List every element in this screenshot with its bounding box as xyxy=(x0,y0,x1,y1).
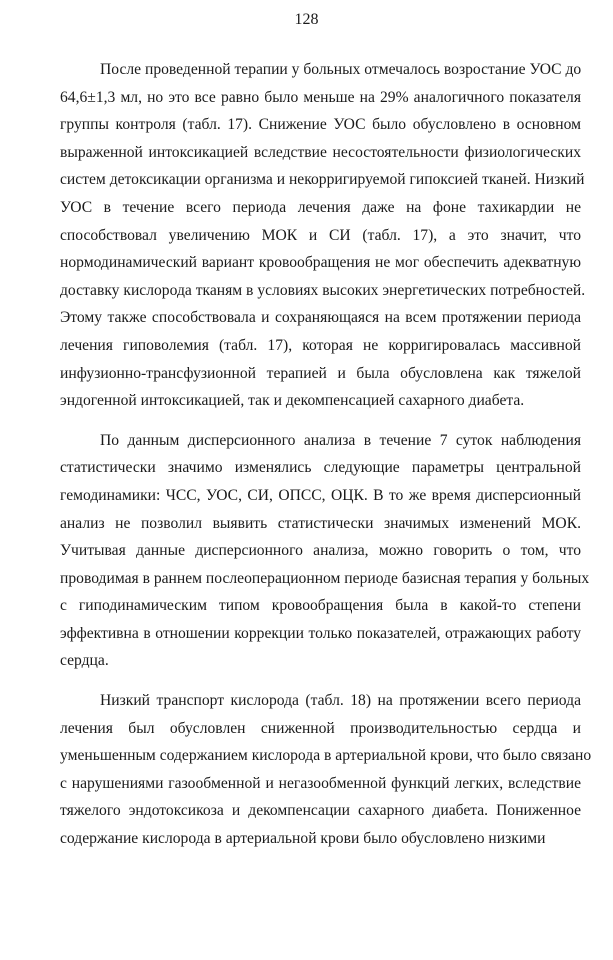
text-line: сердца. xyxy=(60,652,109,670)
text-line: с нарушениями газообменной и негазообменной функций легких, вследствие xyxy=(60,774,581,792)
text-line: По данным дисперсионного анализа в течение 7 суток наблюдения xyxy=(100,431,581,449)
text-line: проводимая в раннем послеоперационном периоде базисная терапия у больных xyxy=(60,569,590,587)
text-line: инфузионно-трансфузионной терапией и была обусловлена как тяжелой xyxy=(60,364,581,382)
text-line: анализ не позволил выявить статистически значимых изменений МОК. xyxy=(60,514,581,532)
text-line: лечения гиповолемия (табл. 17), которая не корригировалась массивной xyxy=(60,336,581,354)
text-line: уменьшенным содержанием кислорода в артериальной крови, что было связано xyxy=(60,747,592,765)
text-line: статистически значимо изменялись следующие параметры центральной xyxy=(60,459,581,477)
text-line: тяжелого эндотоксикоза и декомпенсации сахарного диабета. Пониженное xyxy=(60,802,581,820)
text-line: доставку кислорода тканям в условиях высоких энергетических потребностей. xyxy=(60,281,586,299)
text-line: Этому также способствовала и сохраняющаяся на всем протяжении периода xyxy=(60,309,581,327)
text-line: выраженной интоксикацией вследствие несостоятельности физиологических xyxy=(60,143,581,161)
text-line: систем детоксикации организма и некорригируемой гипоксией тканей. Низкий xyxy=(60,171,585,189)
text-line: группы контроля (табл. 17). Снижение УОС было обусловлено в основном xyxy=(60,116,581,134)
paragraph-1 xyxy=(60,56,586,415)
text-line: с гиподинамическим типом кровообращения была в какой-то степени xyxy=(60,597,581,615)
text-line: Низкий транспорт кислорода (табл. 18) на протяжении всего периода xyxy=(100,692,581,710)
text-line: нормодинамический вариант кровообращения не мог обеспечить адекватную xyxy=(60,254,581,272)
body-text xyxy=(60,56,592,853)
text-line: 64,6±1,3 мл, но это все равно было меньше на 29% аналогичного показателя xyxy=(60,88,581,106)
text-line: УОС в течение всего периода лечения даже на фоне тахикардии не xyxy=(60,198,581,216)
text-line: эндогенной интоксикацией, так и декомпенсацией сахарного диабета. xyxy=(60,392,525,410)
text-line: эффективна в отношении коррекции только показателей, отражающих работу xyxy=(60,624,581,642)
text-line: способствовал увеличению МОК и СИ (табл. 17), а это значит, что xyxy=(60,226,581,244)
paragraph-3 xyxy=(60,687,592,853)
text-line: После проведенной терапии у больных отмечалось возростание УОС до xyxy=(100,61,582,78)
text-line: Учитывая данные дисперсионного анализа, можно говорить о том, что xyxy=(60,542,581,560)
text-line: лечения был обусловлен сниженной производительностью сердца и xyxy=(60,719,581,737)
text-line: гемодинамики: ЧСС, УОС, СИ, ОПСС, ОЦК. В то же время дисперсионный xyxy=(60,486,581,504)
page-number: 128 xyxy=(294,11,319,28)
text-line: содержание кислорода в артериальной крови было обусловлено низкими xyxy=(60,830,546,848)
paragraph-2 xyxy=(60,427,590,675)
